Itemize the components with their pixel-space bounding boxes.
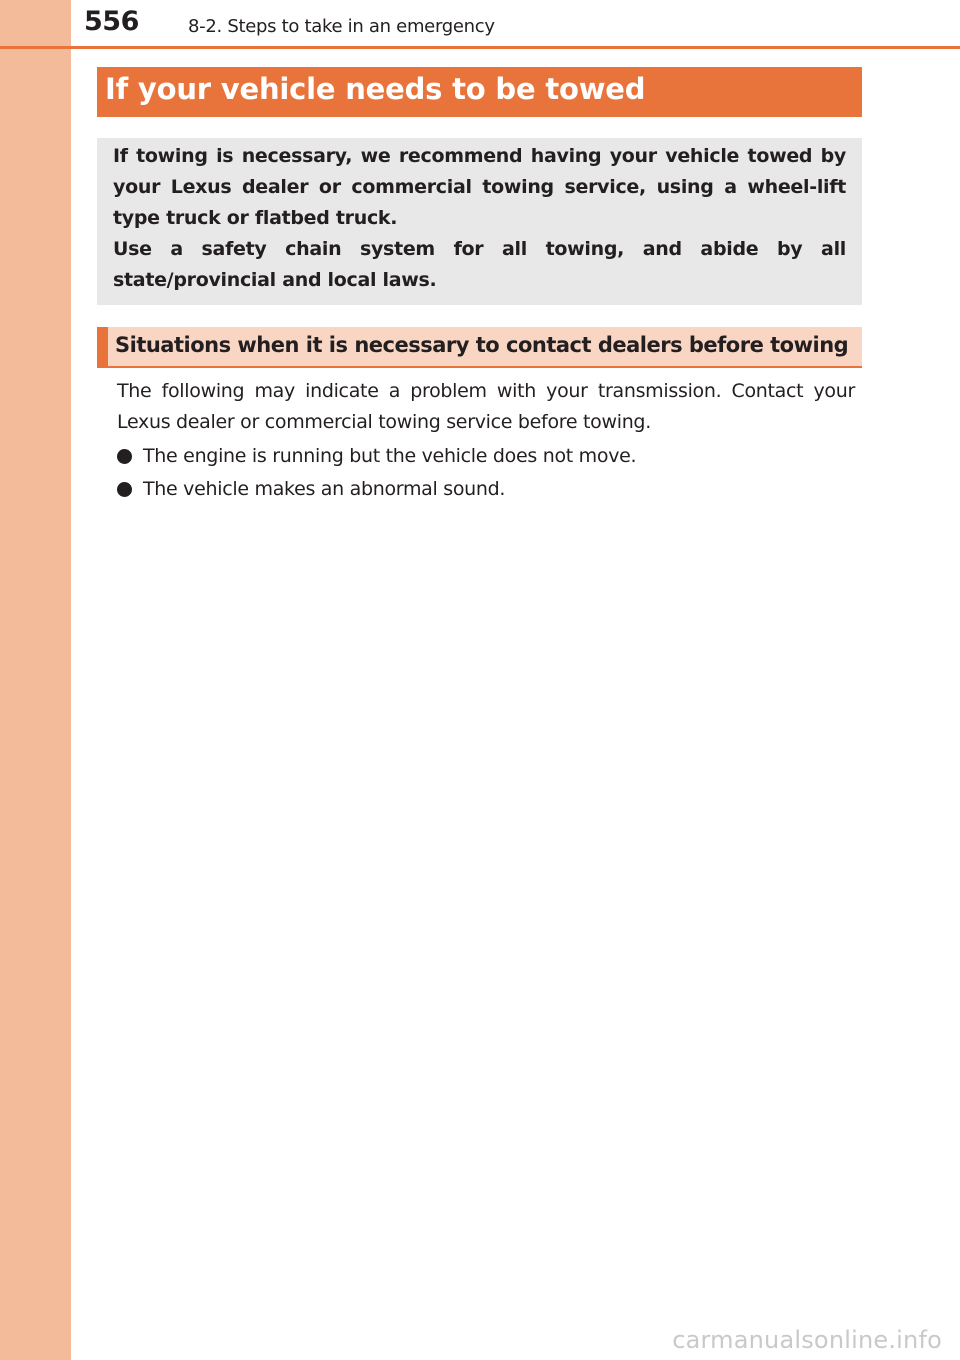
subsection-heading: Situations when it is necessary to contact dealers before towing bbox=[115, 333, 849, 357]
bullet-list bbox=[117, 440, 855, 506]
header-rule bbox=[0, 46, 960, 49]
bullet-icon bbox=[117, 482, 132, 497]
watermark: carmanualsonline.info bbox=[672, 1326, 942, 1354]
chapter-section-title: 8-2. Steps to take in an emergency bbox=[188, 16, 495, 37]
page-title: If your vehicle needs to be towed bbox=[105, 72, 646, 106]
list-item bbox=[117, 440, 855, 473]
intro-paragraph: If towing is necessary, we recommend having your vehicle towed by your Lexus dealer or commercial towing service, using a wheel-lift type truck or flatbed truck. bbox=[113, 145, 846, 229]
subsection-body-text: The following may indicate a problem with your transmission. Contact your Lexus dealer or commercial towing service before towing. bbox=[117, 380, 855, 433]
page-title-bar bbox=[97, 67, 862, 117]
intro-box bbox=[97, 138, 862, 305]
subsection-heading-bar bbox=[97, 327, 862, 368]
page-number: 556 bbox=[84, 6, 139, 37]
list-item-text: The engine is running but the vehicle does not move. bbox=[143, 445, 637, 467]
list-item bbox=[117, 473, 855, 506]
side-margin-strip bbox=[0, 0, 71, 1360]
bullet-icon bbox=[117, 449, 132, 464]
intro-paragraph: Use a safety chain system for all towing, and abide by all state/provincial and local laws. bbox=[113, 238, 846, 291]
list-item-text: The vehicle makes an abnormal sound. bbox=[143, 478, 506, 500]
